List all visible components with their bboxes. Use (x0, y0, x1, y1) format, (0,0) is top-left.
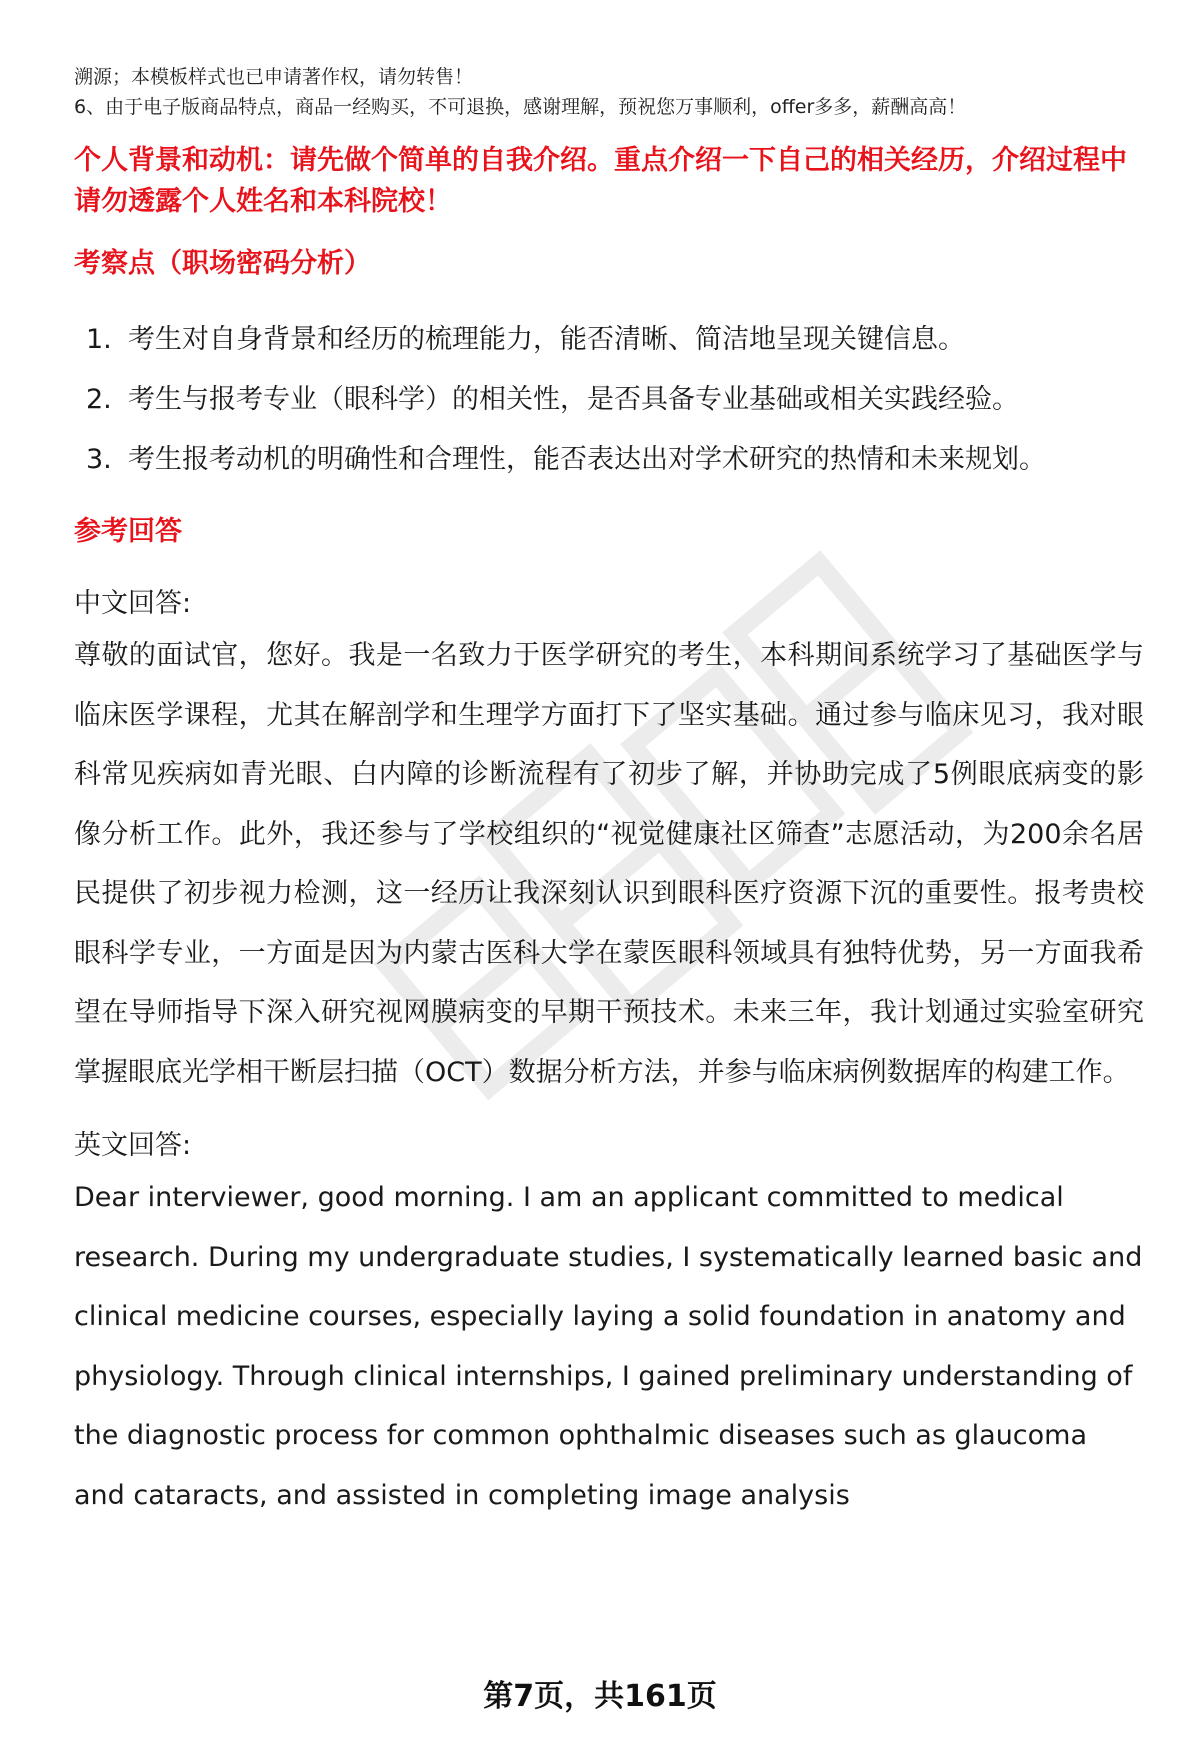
note-line: 6、由于电子版商品特点，商品一经购买，不可退换，感谢理解，预祝您万事顺利，offer多多，薪酬高高！ (74, 96, 967, 118)
document-page (74, 0, 1144, 1525)
assessment-heading: 考察点（职场密码分析） (74, 248, 371, 279)
list-item (74, 370, 1144, 430)
list-item-text: 考生与报考专业（眼科学）的相关性，是否具备专业基础或相关实践经验。 (128, 384, 1019, 415)
note-line: 溯源；本模板样式也已申请著作权，请勿转售！ (74, 66, 474, 88)
reference-heading: 参考回答 (74, 516, 182, 547)
list-item-number: 2. (86, 384, 112, 415)
list-item-number: 1. (86, 324, 112, 355)
list-item (74, 430, 1144, 490)
english-answer-label: 英文回答: (74, 1130, 192, 1161)
question-heading: 个人背景和动机：请先做个简单的自我介绍。重点介绍一下自己的相关经历，介绍过程中请勿透露个人姓名和本科院校！ (74, 145, 1127, 217)
list-item (74, 310, 1144, 370)
chinese-answer-text: 尊敬的面试官，您好。我是一名致力于医学研究的考生，本科期间系统学习了基础医学与临床医学课程，尤其在解剖学和生理学方面打下了坚实基础。通过参与临床见习，我对眼科常见疾病如青光眼、白内障的诊断流程有了初步了解，并协助完成了5例眼底病变的影像分析工作。此外，我还参与了学校组织的“视觉健康社区筛查”志愿活动，为200余名居民提供了初步视力检测，这一经历让我深刻认识到眼科医疗资源下沉的重要性。报考贵校眼科学专业，一方面是因为内蒙古医科大学在蒙医眼科领域具有独特优势，另一方面我希望在导师指导下深入研究视网膜病变的早期干预技术。未来三年，我计划通过实验室研究掌握眼底光学相干断层扫描（OCT）数据分析方法，并参与临床病例数据库的构建工作。 (74, 640, 1144, 1088)
english-answer-text: Dear interviewer, good morning. I am an applicant committed to medical research. During my undergraduate studies, I systematically learned basic and clinical medicine courses, especially laying a solid foundation in anatomy and physiology. Through clinical internships, I gained preliminary understanding of the diagnostic process for common ophthalmic diseases such as glaucoma and cataracts, and assisted in completing image analysis (74, 1182, 1143, 1511)
list-item-text: 考生报考动机的明确性和合理性，能否表达出对学术研究的热情和未来规划。 (128, 444, 1046, 475)
list-item-number: 3. (86, 444, 112, 475)
chinese-answer-label: 中文回答: (74, 588, 192, 619)
assessment-list (74, 310, 1144, 490)
list-item-text: 考生对自身背景和经历的梳理能力，能否清晰、简洁地呈现关键信息。 (128, 324, 965, 355)
page-number-footer: 第7页，共161页 (483, 1679, 717, 1714)
